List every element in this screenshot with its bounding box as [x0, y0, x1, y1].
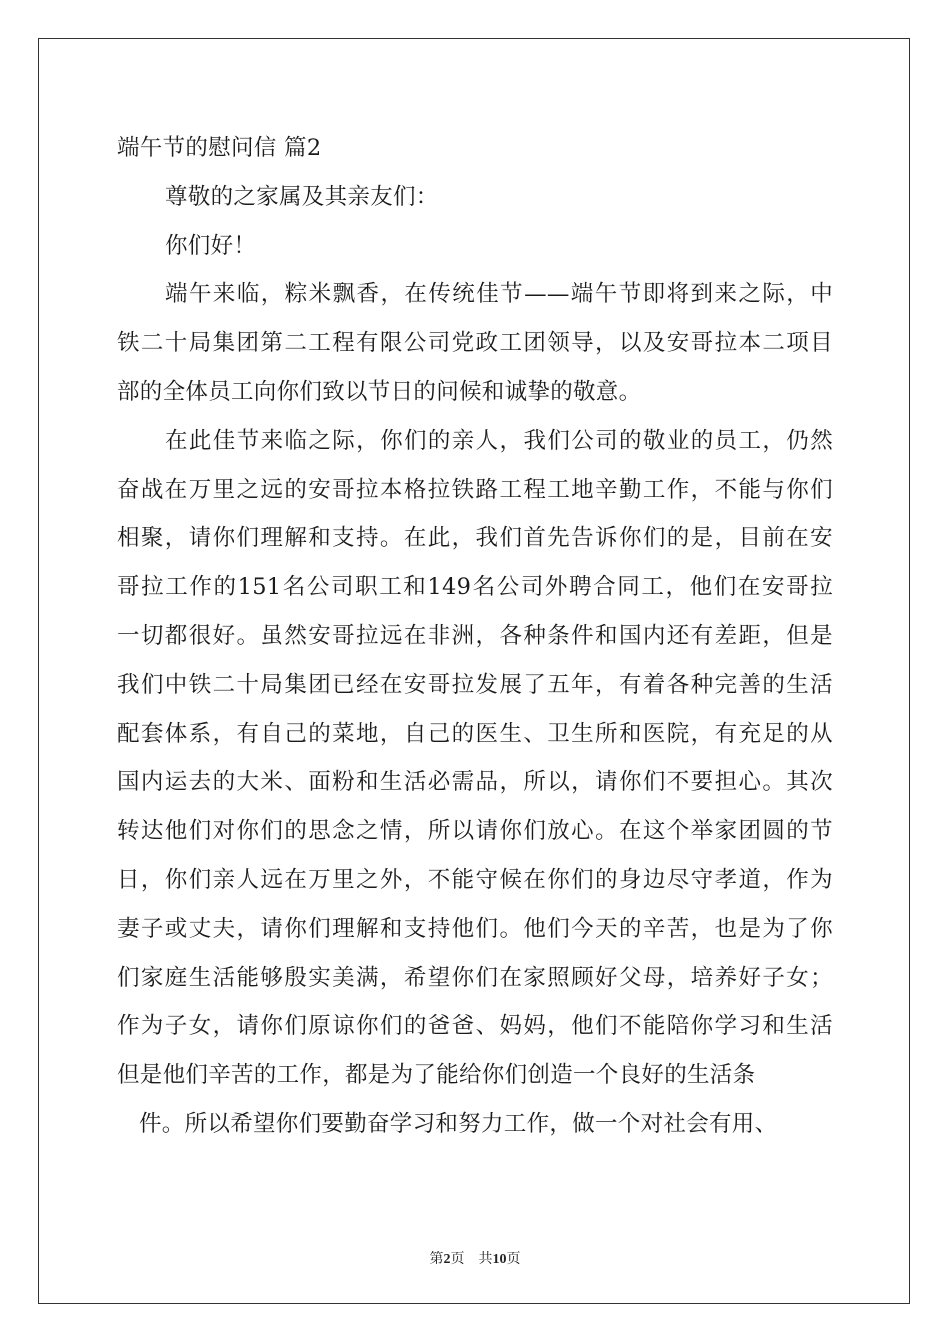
paragraph-line: 部的全体员工向你们致以节日的问候和诚挚的敬意。	[117, 378, 642, 405]
paragraph-line: 但是他们辛苦的工作，都是为了能给你们创造一个良好的生活条	[117, 1062, 756, 1089]
paragraph-line: 铁二十局集团第二工程有限公司党政工团领导，以及安哥拉本二项目	[117, 330, 833, 357]
paragraph-line: 转达他们对你们的思念之情，所以请你们放心。在这个举家团圆的节	[117, 818, 833, 845]
page-mid: 页 共	[450, 1252, 493, 1267]
paragraph-3: 件。所以希望你们要勤奋学习和努力工作，做一个对社会有用、	[139, 1110, 778, 1137]
page-prefix: 第	[429, 1252, 444, 1267]
document-body	[117, 128, 833, 1153]
paragraph-line: 奋战在万里之远的安哥拉本格拉铁路工程工地辛勤工作，不能与你们	[117, 476, 833, 503]
paragraph-line: 妻子或丈夫，请你们理解和支持他们。他们今天的辛苦，也是为了你	[117, 915, 833, 942]
paragraph-line: 我们中铁二十局集团已经在安哥拉发展了五年，有着各种完善的生活	[117, 671, 833, 698]
page-total: 10	[492, 1252, 507, 1267]
page-footer	[0, 1248, 950, 1268]
paragraph-line: 日，你们亲人远在万里之外，不能守候在你们的身边尽守孝道，作为	[117, 866, 833, 893]
paragraph-2	[117, 421, 833, 1104]
salutation: 尊敬的之家属及其亲友们：	[165, 183, 439, 210]
greeting: 你们好！	[165, 232, 257, 259]
paragraph-line: 哥拉工作的151名公司职工和149名公司外聘合同工，他们在安哥拉	[117, 574, 833, 601]
paragraph-line: 配套体系，有自己的菜地，自己的医生、卫生所和医院，有充足的从	[117, 720, 833, 747]
page-current: 2	[443, 1252, 451, 1267]
paragraph-line: 们家庭生活能够殷实美满，希望你们在家照顾好父母，培养好子女；	[117, 964, 833, 991]
paragraph-line: 端午来临，粽米飘香，在传统佳节——端午节即将到来之际，中	[165, 281, 833, 308]
paragraph-1	[117, 274, 833, 420]
paragraph-line: 作为子女，请你们原谅你们的爸爸、妈妈，他们不能陪你学习和生活	[117, 1013, 833, 1040]
paragraph-line: 在此佳节来临之际，你们的亲人，我们公司的敬业的员工，仍然	[165, 427, 833, 454]
page-suffix: 页	[506, 1252, 521, 1267]
document-heading: 端午节的慰问信 篇2	[117, 135, 322, 161]
paragraph-line: 相聚，请你们理解和支持。在此，我们首先告诉你们的是，目前在安	[117, 525, 833, 552]
paragraph-line: 国内运去的大米、面粉和生活必需品，所以，请你们不要担心。其次	[117, 769, 833, 796]
paragraph-line: 一切都很好。虽然安哥拉远在非洲，各种条件和国内还有差距，但是	[117, 622, 833, 649]
